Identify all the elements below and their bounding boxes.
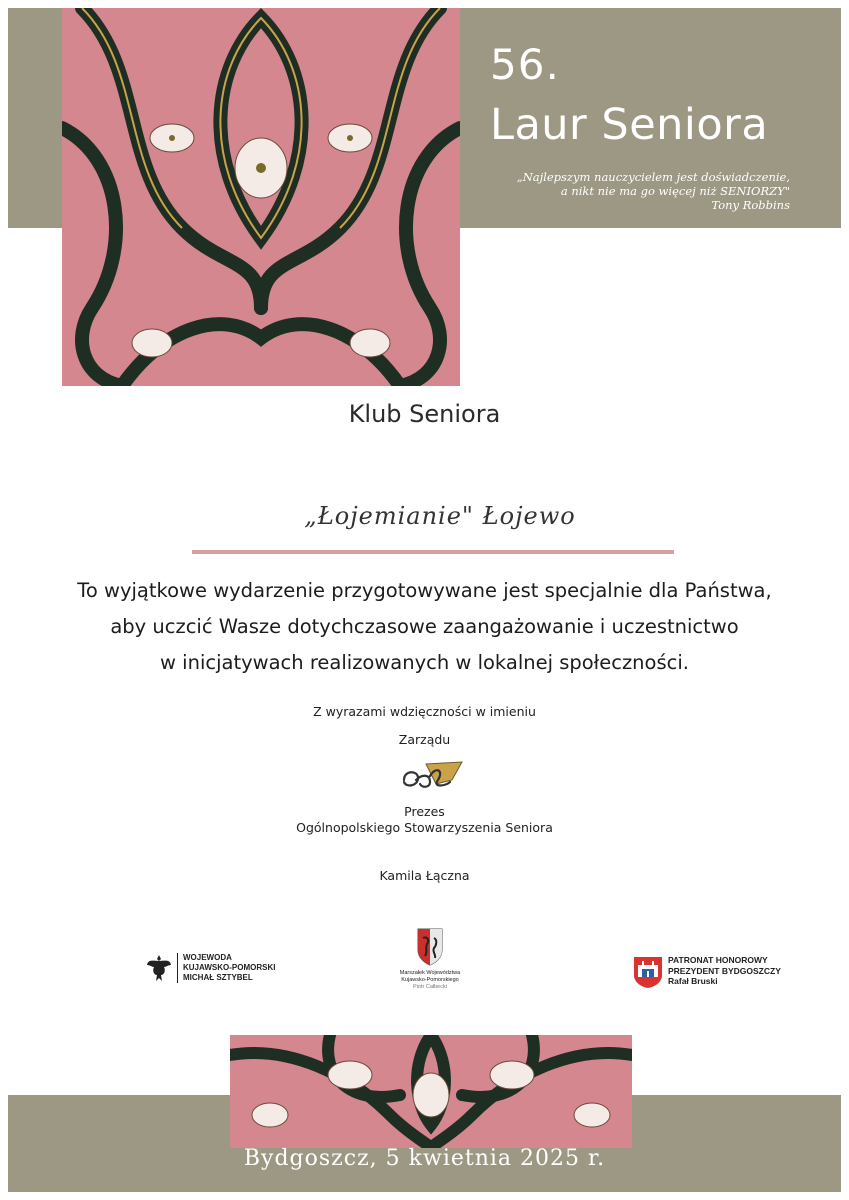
regards	[0, 698, 849, 754]
wojewoda-line: MICHAŁ SZTYBEL	[183, 973, 253, 982]
quote-author: Tony Robbins	[711, 198, 790, 212]
wojewoda-line: KUJAWSKO-POMORSKI	[183, 963, 276, 972]
role-line: Prezes	[404, 804, 445, 819]
patronat-line: PREZYDENT BYDGOSZCZY	[668, 965, 781, 976]
regards-line: Z wyrazami wdzięczności w imieniu	[313, 704, 536, 719]
quote-line: a nikt nie ma go więcej niż SENIORZY"	[560, 184, 790, 198]
signature-image	[396, 758, 466, 794]
decorative-pattern-top	[62, 8, 460, 386]
marszalek-line: Piotr Całbecki	[413, 984, 447, 990]
signer-role	[0, 804, 849, 836]
body-line: To wyjątkowe wydarzenie przygotowywane jest specjalnie dla Państwa,	[77, 579, 772, 602]
marszalek-logo	[380, 928, 480, 991]
patronat-line: Rafał Bruski	[668, 976, 718, 987]
award-title: Laur Seniora	[490, 100, 769, 150]
decorative-pattern-bottom	[230, 1035, 632, 1148]
patronat-logo	[632, 953, 781, 989]
marszalek-line: Kujawsko-Pomorskiego	[401, 977, 459, 983]
regional-crest-icon	[417, 928, 443, 966]
recipient-name: „Łojemianie" Łojewo	[304, 502, 576, 530]
marszalek-text	[380, 970, 480, 991]
edition-number: 56.	[490, 40, 560, 89]
recipient-label: Klub Seniora	[348, 400, 501, 428]
city-crest-icon	[632, 953, 664, 989]
body-text	[40, 573, 809, 681]
patronat-line: PATRONAT HONOROWY	[668, 955, 768, 966]
wojewoda-logo	[146, 952, 275, 984]
body-line: aby uczcić Wasze dotychczasowe zaangażowanie i uczestnictwo	[110, 615, 739, 638]
wojewoda-line: WOJEWODA	[183, 953, 232, 962]
place-date: Bydgoszcz, 5 kwietnia 2025 r.	[243, 1146, 606, 1171]
regards-line: Zarządu	[398, 732, 451, 747]
quote	[490, 170, 790, 212]
wojewoda-text	[177, 953, 275, 983]
quote-line: „Najlepszym nauczycielem jest doświadczenie,	[516, 170, 790, 184]
recipient-underline	[192, 550, 674, 554]
eagle-emblem-icon	[146, 953, 172, 983]
marszalek-line: Marszałek Województwa	[399, 970, 461, 976]
body-line: w inicjatywach realizowanych w lokalnej społeczności.	[160, 651, 689, 674]
signer-name: Kamila Łączna	[379, 868, 470, 883]
patronat-text	[668, 955, 781, 987]
role-line: Ogólnopolskiego Stowarzyszenia Seniora	[296, 820, 553, 835]
